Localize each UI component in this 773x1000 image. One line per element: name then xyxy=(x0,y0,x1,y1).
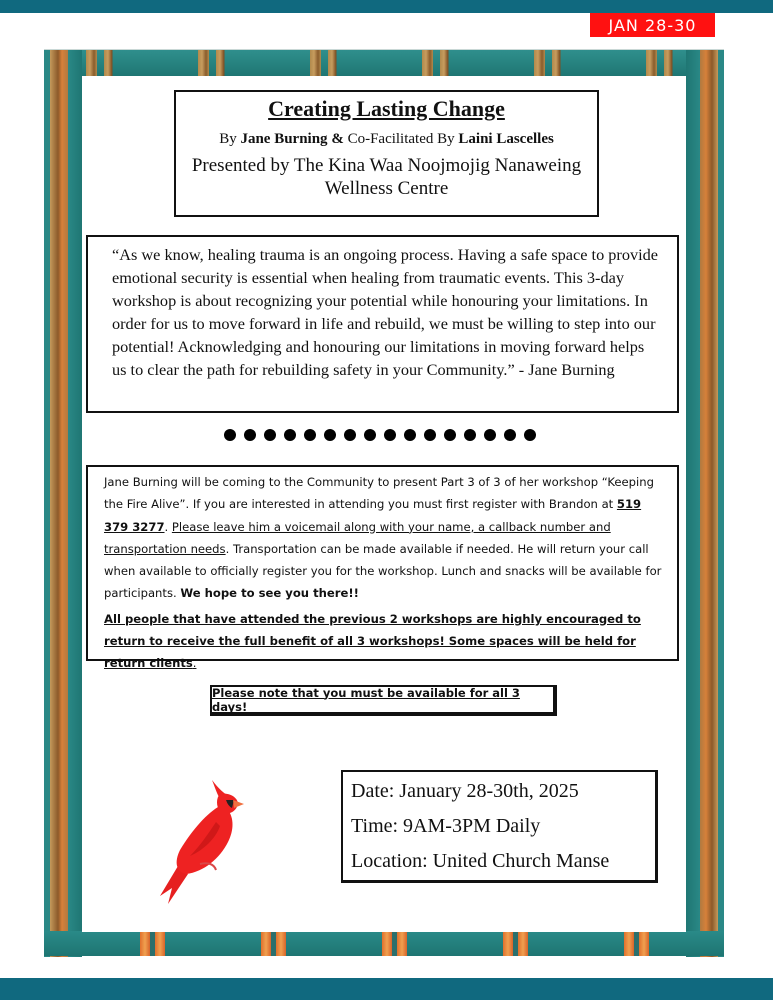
event-location: Location: United Church Manse xyxy=(351,850,610,872)
separator-dot xyxy=(324,429,336,441)
author-name: Jane Burning xyxy=(240,131,328,147)
separator-dot xyxy=(364,429,376,441)
byline xyxy=(176,130,597,148)
info-text-1: Jane Burning will be coming to the Community to present Part 3 of 3 of her workshop “Keeping the Fire Alive”. If you are interested in attending you must first register with Brandon at xyxy=(104,475,654,512)
event-date: Date: January 28-30th, 2025 xyxy=(351,780,579,802)
frame-border-bottom xyxy=(44,931,724,956)
voicemail-instructions: Please leave him a voicemail along with your name, a callback number and transportation needs xyxy=(104,519,611,556)
separator-dot xyxy=(524,429,536,441)
frame-border-right xyxy=(686,50,724,957)
return-note-end: . xyxy=(192,656,197,671)
event-details-box xyxy=(341,770,658,883)
quote-text: “As we know, healing trauma is an ongoing process. Having a safe space to provide emotional security is essential when healing from traumatic events. This 3-day workshop is about recognizing your potential while honouring your limitations. In order for us to move forward in life and rebuild, we must be willing to step into our potential! Acknowledging and honouring our limitations in moving forward helps us to clear the path for rebuilding safety in your Community.” - Jane Burning xyxy=(112,245,659,379)
separator-dot xyxy=(484,429,496,441)
byline-ampersand: & xyxy=(327,131,348,147)
separator-dot xyxy=(444,429,456,441)
quote-box xyxy=(86,235,679,413)
separator-dot xyxy=(384,429,396,441)
separator-dot xyxy=(424,429,436,441)
hope-text: We hope to see you there!! xyxy=(180,586,359,601)
date-badge: JAN 28-30 xyxy=(590,13,715,37)
byline-by: By xyxy=(219,131,241,147)
separator-dot xyxy=(304,429,316,441)
separator-dot xyxy=(244,429,256,441)
dot-separator xyxy=(224,429,536,441)
availability-note: Please note that you must be available for all 3 days! xyxy=(210,685,557,716)
separator-dot xyxy=(344,429,356,441)
co-facilitator-name: Laini Lascelles xyxy=(458,131,554,147)
title-box xyxy=(174,90,599,217)
separator-dot xyxy=(404,429,416,441)
byline-co-facilitated: Co-Facilitated By xyxy=(347,131,459,147)
flyer-content xyxy=(82,76,686,932)
cardinal-beak xyxy=(233,800,244,808)
info-box xyxy=(86,465,679,671)
separator-dot xyxy=(464,429,476,441)
bottom-accent-bar xyxy=(0,978,773,1000)
info-text-2: . xyxy=(164,519,172,534)
event-time: Time: 9AM-3PM Daily xyxy=(351,815,541,837)
separator-dot xyxy=(264,429,276,441)
cardinal-bird-icon xyxy=(120,746,280,906)
top-accent-bar xyxy=(0,0,773,13)
return-note-text: All people that have attended the previous 2 workshops are highly encouraged to return to receive the full benefit of all 3 workshops! Some spaces will be held for return clients xyxy=(104,611,641,671)
info-text-3: . Transportation can be made available if needed. He will return your call when available to officially register you for the workshop. Lunch and snacks will be available for participants. xyxy=(104,541,662,601)
frame-border-left xyxy=(44,50,82,957)
info-paragraph xyxy=(104,471,669,605)
separator-dot xyxy=(224,429,236,441)
flyer-title: Creating Lasting Change xyxy=(268,96,505,121)
decorative-frame xyxy=(44,49,724,956)
presenter-line-2: Wellness Centre xyxy=(324,178,449,199)
presenter-line-1: Presented by The Kina Waa Noojmojig Nanaweing xyxy=(191,155,582,176)
phone-number[interactable]: 519 379 3277 xyxy=(104,497,642,534)
frame-border-top xyxy=(44,50,724,76)
return-clients-note xyxy=(104,608,669,675)
separator-dot xyxy=(284,429,296,441)
presenter xyxy=(176,154,597,200)
separator-dot xyxy=(504,429,516,441)
